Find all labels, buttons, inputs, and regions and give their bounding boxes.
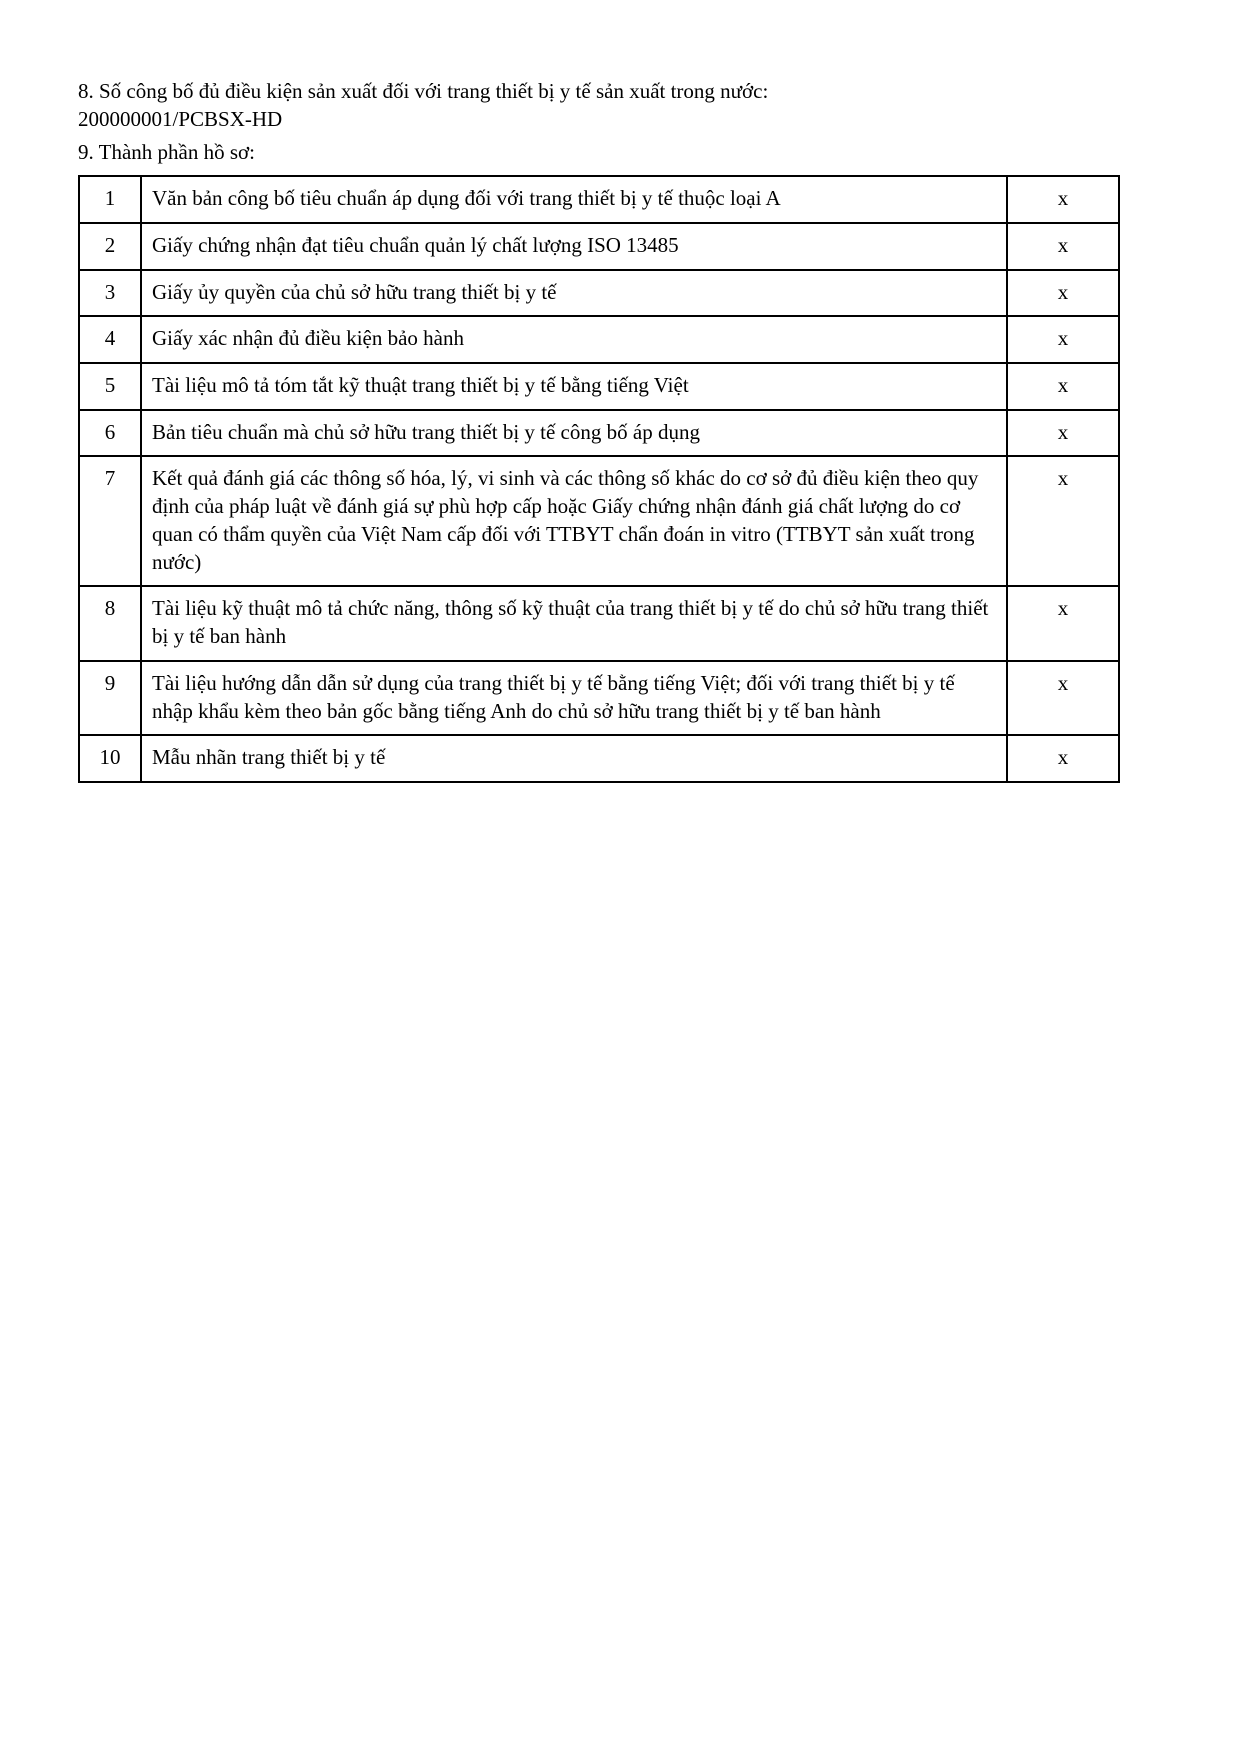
- row-description: Văn bản công bố tiêu chuẩn áp dụng đối với trang thiết bị y tế thuộc loại A: [141, 176, 1007, 223]
- row-number: 6: [79, 410, 141, 457]
- row-mark: x: [1007, 410, 1119, 457]
- row-mark: x: [1007, 661, 1119, 735]
- row-description: Giấy chứng nhận đạt tiêu chuẩn quản lý chất lượng ISO 13485: [141, 223, 1007, 270]
- item-9-paragraph: [78, 139, 1162, 167]
- row-description: Tài liệu mô tả tóm tắt kỹ thuật trang thiết bị y tế bằng tiếng Việt: [141, 363, 1007, 410]
- row-number: 2: [79, 223, 141, 270]
- row-number: 3: [79, 270, 141, 317]
- row-description: Tài liệu hướng dẫn dẫn sử dụng của trang thiết bị y tế bằng tiếng Việt; đối với trang thiết bị y tế nhập khẩu kèm theo bản gốc bằng tiếng Anh do chủ sở hữu trang thiết bị y tế ban hành: [141, 661, 1007, 735]
- row-description: Giấy ủy quyền của chủ sở hữu trang thiết bị y tế: [141, 270, 1007, 317]
- table-row: [79, 661, 1119, 735]
- row-mark: x: [1007, 316, 1119, 363]
- table-row: [79, 223, 1119, 270]
- row-description: Mẫu nhãn trang thiết bị y tế: [141, 735, 1007, 782]
- row-mark: x: [1007, 586, 1119, 660]
- row-number: 4: [79, 316, 141, 363]
- row-description: Kết quả đánh giá các thông số hóa, lý, vi sinh và các thông số khác do cơ sở đủ điều kiện theo quy định của pháp luật về đánh giá sự phù hợp cấp hoặc Giấy chứng nhận đánh giá chất lượng do cơ quan có thẩm quyền của Việt Nam cấp đối với TTBYT chẩn đoán in vitro (TTBYT sản xuất trong nước): [141, 456, 1007, 586]
- table-row: [79, 410, 1119, 457]
- row-mark: x: [1007, 735, 1119, 782]
- table-row: [79, 176, 1119, 223]
- table-row: [79, 316, 1119, 363]
- row-mark: x: [1007, 176, 1119, 223]
- row-mark: x: [1007, 270, 1119, 317]
- dossier-components-table: [78, 175, 1120, 783]
- item-8-paragraph: [78, 78, 1162, 133]
- row-mark: x: [1007, 223, 1119, 270]
- row-number: 10: [79, 735, 141, 782]
- item-8-value: 200000001/PCBSX-HD: [78, 106, 283, 131]
- item-9-label: 9. Thành phần hồ sơ:: [78, 140, 255, 165]
- row-description: Bản tiêu chuẩn mà chủ sở hữu trang thiết bị y tế công bố áp dụng: [141, 410, 1007, 457]
- row-number: 5: [79, 363, 141, 410]
- item-8-label: 8. Số công bố đủ điều kiện sản xuất đối với trang thiết bị y tế sản xuất trong nước:: [78, 79, 769, 103]
- document-page: [0, 0, 1240, 783]
- row-description: Giấy xác nhận đủ điều kiện bảo hành: [141, 316, 1007, 363]
- table-row: [79, 456, 1119, 586]
- row-mark: x: [1007, 363, 1119, 410]
- row-number: 7: [79, 456, 141, 586]
- row-number: 1: [79, 176, 141, 223]
- table-row: [79, 586, 1119, 660]
- table-row: [79, 270, 1119, 317]
- row-description: Tài liệu kỹ thuật mô tả chức năng, thông số kỹ thuật của trang thiết bị y tế do chủ sở hữu trang thiết bị y tế ban hành: [141, 586, 1007, 660]
- row-number: 9: [79, 661, 141, 735]
- row-number: 8: [79, 586, 141, 660]
- row-mark: x: [1007, 456, 1119, 586]
- table-row: [79, 363, 1119, 410]
- table-row: [79, 735, 1119, 782]
